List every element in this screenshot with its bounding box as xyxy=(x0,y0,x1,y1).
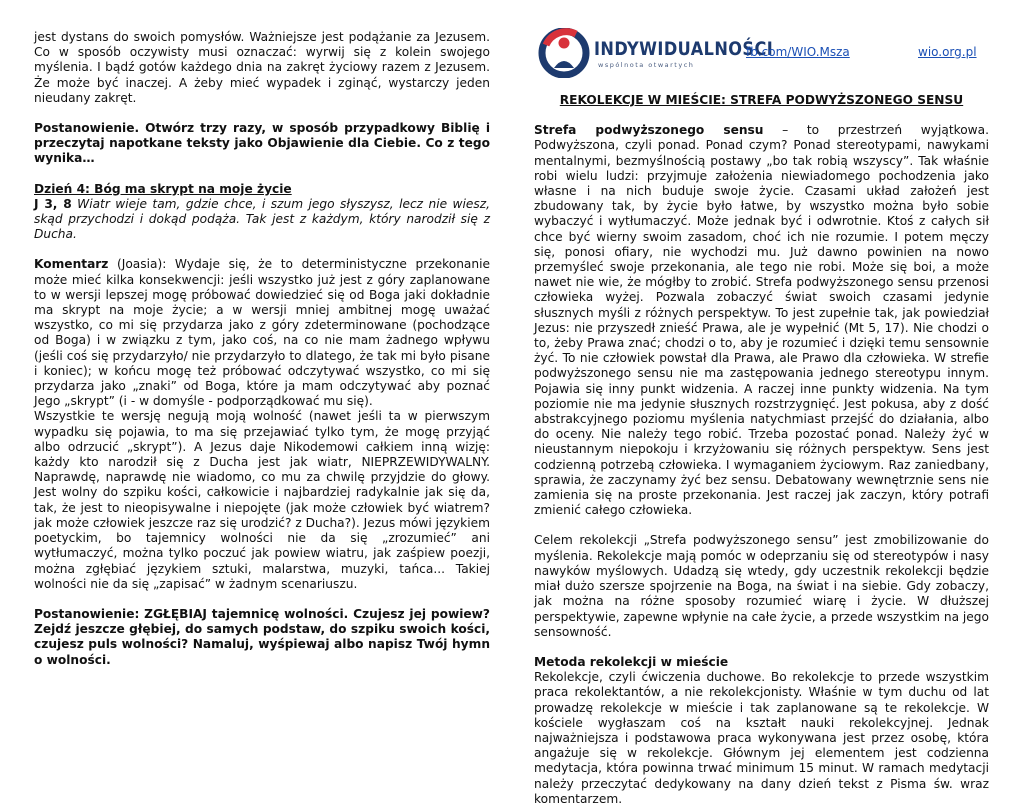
verse-ref: J 3, 8 xyxy=(34,196,72,211)
strefa-paragraph xyxy=(534,123,989,518)
strefa-text: – to przestrzeń wyjątkowa. Podwyższona, czyli ponad. Ponad czym? Ponad stereotypami, nawykami mentalnymi, bezmyślnością postawy „bo tak robią wszyscy”. Tak właśnie robi wielu ludzi: przyjmuje założenia niewiadomego pochodzenia jako własne i na nich buduje swoje życie. Czasami układ założeń jest zbudowany tak, by życie było łatwe, by wszystko można było sobie wybaczyć i wytłumaczyć. Może jednak być i odwrotnie. Ktoś z całych sił chce być wierny swoim zasadom, choć ich nie rozumie. I potem męczy się, ponosi ofiary, nie wychodzi mu. Już dawno powinien na nowo przemyśleć swoje przekonania, ale tego nie robi. Może się boi, a może nawet nie wie, że mógłby to zrobić. Strefa podwyższonego sensu przenosi człowieka wyżej. Pozwala zobaczyć świat swoich czasami jedynie słusznych myśli z różnych perspektyw. To jest zupełnie tak, jak powiedział Jezus: nie przyszedł znieść Prawa, ale je wypełnić (Mt 5, 17). Nie chodzi o to, żeby Prawa znać; chodzi o to, aby je rozumieć i dzięki temu sensownie żyć. To nie człowiek powstał dla Prawa, ale Prawo dla człowieka. W strefie podwyższonego sensu nie ma zastępowania jednego stereotypu innym. Pojawia się inny punkt widzenia. A raczej inne punkty widzenia. Na tym poziomie nie ma jedynie słusznych rozstrzygnięć. Jest pokusa, aby z dość abstrakcyjnego poziomu myślenia natychmiast przejść do działania, albo do oceny. Nie należy tego robić. Trzeba pozostać ponad. Należy żyć w nieustannym niepokoju i krzyżowaniu się różnych perspektyw. Sens jest codzienną potrzebą człowieka. I wymaganiem życiowym. Raz zaniedbany, sprawia, że zaczynamy żyć bez sensu. Debatowany wewnętrznie sens nie zamienia się na proste przekonania. Jest raczej jak zaczyn, który potrafi zmienić całego człowieka. xyxy=(534,123,989,518)
day-title: Dzień 4: Bóg ma skrypt na moje życie xyxy=(34,181,292,196)
resolution-1: Postanowienie. Otwórz trzy razy, w sposób przypadkowy Biblię i przeczytaj napotkane teksty jako Objawienie dla Ciebie. Co z tego wynika… xyxy=(34,121,490,166)
header xyxy=(534,28,989,80)
logo-emblem-icon xyxy=(538,28,592,78)
facebook-link[interactable]: fb.com/WIO.Msza xyxy=(746,45,850,59)
left-column xyxy=(34,30,490,668)
verse xyxy=(34,197,490,243)
verse-text: Wiatr wieje tam, gdzie chce, i szum jego słyszysz, lecz nie wiesz, skąd przychodzi i dokąd podąża. Tak jest z każdym, który narodził się z Ducha. xyxy=(34,196,490,242)
logo-text: INDYWIDUALNOŚCI xyxy=(594,38,774,60)
method-title: Metoda rekolekcji w mieście xyxy=(534,654,729,669)
comment-text: (Joasia): Wydaje się, że to deterministyczne przekonanie może mieć kilka konsekwencji: jeśli wszystko już jest z góry zaplanowane to w wersji lepszej mogę próbować dowiedzieć się od Boga jaki dokładnie ma skrypt na moje życie; a w wersji mniej ambitnej mogę uważać wszystko, co mi się przydarza jako z góry zdeterminowane (pochodzące od Boga) i w związku z tym, jako coś, na co nie mam żadnego wpływu (jeśli coś się przydarzyło/ nie przydarzyło to dlatego, że tak mi było pisane i koniec); w końcu mogę też próbować odczytywać wszystko, co mi się przydarza jako „znaki” od Boga, które ja mam odczytywać aby poznać Jego „skrypt” (i - w domyśle - podporządkować mu się). xyxy=(34,257,490,409)
method-paragraph: Rekolekcje, czyli ćwiczenia duchowe. Bo rekolekcje to przede wszystkim praca rekolektantów, a nie rekolekcjonisty. Właśnie w tym duchu od lat prowadzę rekolekcje w mieście i tak zaplanowane są te rekolekcje. W kościele wygłaszam coś na kształt nauki rekolekcyjnej. Jednak najważniejsza i podstawowa praca wykonywana jest przez osobę, która angażuje się w rekolekcje. Głównym jej elementem jest codzienna medytacja, która powinna trwać minimum 15 minut. W ramach medytacji należy przeczytać dedykowany na dany dzień tekst z Pisma św. wraz komentarzem. xyxy=(534,670,989,806)
resolution-2: Postanowienie: ZGŁĘBIAJ tajemnicę wolności. Czujesz jej powiew? Zejdź jeszcze głębiej, do samych podstaw, do szpiku swoich kości, czujesz puls wolności? Namaluj, wyśpiewaj albo napisz Twój hymn o wolności. xyxy=(34,606,490,667)
right-column xyxy=(534,93,989,807)
logo-subtitle: wspólnota otwartych xyxy=(598,61,695,69)
website-link[interactable]: wio.org.pl xyxy=(918,45,977,59)
strefa-label: Strefa podwyższonego sensu xyxy=(534,123,764,138)
section-title: REKOLEKCJE W MIEŚCIE: STREFA PODWYŻSZONEGO SENSU xyxy=(559,93,964,107)
comment xyxy=(34,257,490,409)
intro-paragraph: jest dystans do swoich pomysłów. Ważniejsze jest podążanie za Jezusem. Co w sposób oczywisty musi oznaczać: wyrwij się z kolein swojego myślenia. I bądź gotów każdego dnia na zakręt życiowy razem z Jezusem. Że może być inaczej. A żeby mieć wypadek i zginąć, wystarczy jeden nieudany zakręt. xyxy=(34,30,490,105)
freedom-paragraph: Wszystkie te wersję negują moją wolność (nawet jeśli ta w pierwszym wypadku się pojawia, to ma się przejawiać tylko tym, że mogę przyjąć albo odrzucić „skrypt”). A Jezus daje Nikodemowi całkiem inną wizję: każdy kto narodził się z Ducha jest jak wiatr, NIEPRZEWIDYWALNY. Naprawdę, naprawdę nie wiadomo, co mu za chwilę przyjdzie do głowy. Jest wolny do szpiku kości, całkowicie i najbardziej radykalnie jak się da, tak, że jest to nieopisywalne i niepojęte (jak może człowiek być wiatrem? jak może człowiek jeszcze raz się urodzić? z Ducha?). Jezus mówi językiem poetyckim, bo tajemnicy wolności nie da się „zrozumieć” ani wytłumaczyć, można tylko poczuć jak powiew wiatru, jak zaśpiew poezji, można zgłębiać językiem sztuki, malarstwa, muzyki, tańca... Takiej wolności nie da się „zapisać” w żadnym scenariuszu. xyxy=(34,409,490,591)
goal-paragraph: Celem rekolekcji „Strefa podwyższonego sensu” jest zmobilizowanie do myślenia. Rekolekcje mają pomóc w odeprzaniu się od stereotypów i nasy nawyków myślowych. Udadzą się wtedy, gdy uczestnik rekolekcji będzie miał dużo szersze spojrzenie na Boga, na świat i na siebie. Gdy zobaczy, jak można na różne sposoby rozumieć wiarę i życie. W dłuższej perspektywie, zapewne wpłynie na całe życie, a przede wszystkim na jego sensowność. xyxy=(534,533,990,639)
wio-logo xyxy=(538,28,774,80)
comment-label: Komentarz xyxy=(34,257,109,272)
